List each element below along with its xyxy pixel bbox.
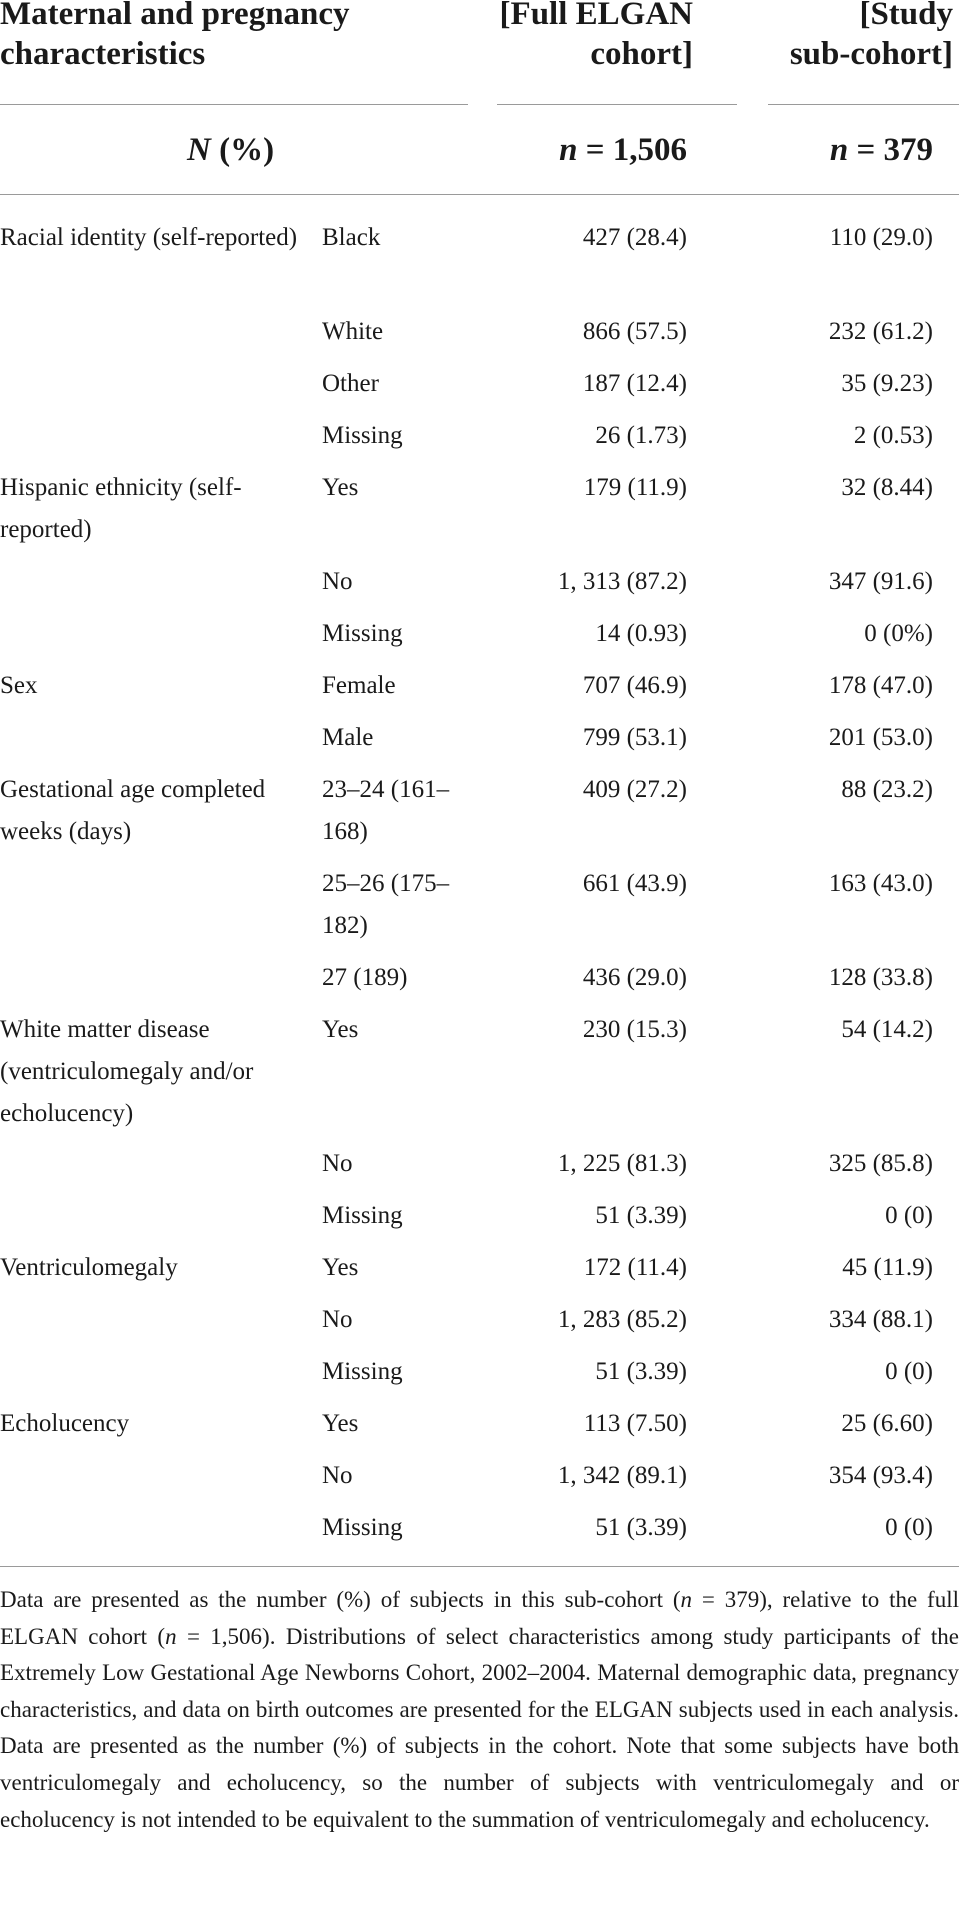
row-subcategory: Yes: [322, 1254, 359, 1281]
row-subcategory: Missing: [322, 1202, 403, 1229]
full-cohort-value: 14 (0.93): [595, 620, 687, 647]
row-category: Ventriculomegaly: [0, 1254, 178, 1281]
subcohort-value: 347 (91.6): [828, 568, 933, 595]
n-symbol: n: [829, 132, 849, 168]
subcohort-value: 110 (29.0): [829, 224, 933, 251]
subcohort-value: 163 (43.0): [828, 870, 933, 897]
row-subcategory: Missing: [322, 1514, 403, 1541]
subcohort-value: 178 (47.0): [828, 672, 933, 699]
header-rule: [0, 104, 468, 105]
row-category: Echolucency: [0, 1410, 130, 1437]
row-category: Sex: [0, 672, 38, 699]
subcohort-value: 35 (9.23): [841, 370, 933, 397]
full-cohort-value: 113 (7.50): [583, 1410, 687, 1437]
full-cohort-value: 1, 342 (89.1): [557, 1462, 687, 1489]
full-cohort-value: 427 (28.4): [582, 224, 687, 251]
header-line: [Study: [859, 0, 953, 32]
subcohort-value: 0 (0%): [864, 620, 933, 647]
subcohort-value: 32 (8.44): [841, 474, 933, 501]
full-cohort-value: 51 (3.39): [595, 1514, 687, 1541]
table-rule: [0, 194, 959, 195]
full-cohort-value: 187 (12.4): [582, 370, 687, 397]
row-subcategory: 25–26 (175–182): [322, 870, 450, 939]
subcohort-value: 325 (85.8): [828, 1150, 933, 1177]
row-category: Racial identity (self-reported): [0, 224, 298, 251]
subcohort-value: 0 (0): [885, 1202, 933, 1229]
full-cohort-value: 707 (46.9): [582, 672, 687, 699]
n-value: = 379: [848, 132, 933, 168]
row-subcategory: White: [322, 318, 384, 345]
row-subcategory: Male: [322, 724, 374, 751]
row-subcategory: Female: [322, 672, 396, 699]
subcohort-value: 0 (0): [885, 1358, 933, 1385]
table-header-characteristics: [0, 0, 470, 74]
row-subcategory: No: [322, 1306, 353, 1333]
row-category: Hispanic ethnicity (self-reported): [0, 474, 242, 543]
full-cohort-value: 436 (29.0): [582, 964, 687, 991]
header-line: characteristics: [0, 36, 206, 72]
subcohort-value: 54 (14.2): [841, 1016, 933, 1043]
header-line: [Full ELGAN: [499, 0, 693, 32]
full-cohort-value: 51 (3.39): [595, 1358, 687, 1385]
subcohort-value: 0 (0): [885, 1514, 933, 1541]
row-subcategory: 23–24 (161–168): [322, 776, 450, 845]
full-cohort-value: 409 (27.2): [582, 776, 687, 803]
header-line: sub-cohort]: [789, 36, 953, 72]
row-subcategory: Missing: [322, 620, 403, 647]
footnote-text: = 1,506). Distributions of select characteristics among study participants of the Extremely Low Gestational Age Newborns Cohort, 2002–2004. Maternal demographic data, pregnancy characteristics, and data on birth outcomes are presented for the ELGAN subjects used in each analysis. Data are presented as the number (%) of subjects in the cohort. Note that some subjects have both ventriculomegaly and echolucency, so the number of subjects with ventriculomegaly and or echolucency is not intended to be equivalent to the summation of ventriculomegaly and echolucency.: [0, 1623, 959, 1832]
full-cohort-value: 1, 283 (85.2): [557, 1306, 687, 1333]
header-line: cohort]: [590, 36, 693, 72]
row-subcategory: Yes: [322, 1016, 359, 1043]
subcohort-value: 334 (88.1): [828, 1306, 933, 1333]
n-symbol: n: [559, 132, 578, 168]
full-cohort-value: 26 (1.73): [595, 422, 687, 449]
footnote-n-symbol: n: [680, 1587, 692, 1612]
footnote-text: = 379), relative to the full ELGAN cohort (: [0, 1587, 959, 1649]
full-cohort-value: 230 (15.3): [582, 1016, 687, 1043]
row-category: White matter disease (ventriculomegaly and/or echolucency): [0, 1016, 254, 1127]
subcohort-value: 88 (23.2): [841, 776, 933, 803]
header-line: Maternal and pregnancy: [0, 0, 350, 32]
row-subcategory: No: [322, 1462, 353, 1489]
row-subcategory: 27 (189): [322, 964, 408, 991]
footer-rule: [0, 1566, 959, 1567]
row-subcategory: Missing: [322, 1358, 403, 1385]
table-header-full-cohort: [433, 0, 693, 74]
n-label-text: (%): [210, 132, 275, 168]
row-subcategory: Yes: [322, 1410, 359, 1437]
row-subcategory: Black: [322, 224, 381, 251]
full-cohort-value: 661 (43.9): [582, 870, 687, 897]
full-cohort-value: 179 (11.9): [583, 474, 687, 501]
row-subcategory: Yes: [322, 474, 359, 501]
row-category: Gestational age completed weeks (days): [0, 776, 266, 845]
subcohort-value: 354 (93.4): [828, 1462, 933, 1489]
full-cohort-value: 866 (57.5): [582, 318, 687, 345]
subcohort-value: 128 (33.8): [828, 964, 933, 991]
table-header-study-subcohort: [733, 0, 953, 74]
footnote-text: Data are presented as the number (%) of subjects in this sub-cohort (: [0, 1587, 681, 1612]
full-cohort-value: 799 (53.1): [582, 724, 687, 751]
subcohort-value: 232 (61.2): [828, 318, 933, 345]
full-cohort-value: 172 (11.4): [583, 1254, 687, 1281]
n-symbol: N: [187, 132, 211, 168]
subcohort-value: 2 (0.53): [853, 422, 933, 449]
subcohort-value: 45 (11.9): [842, 1254, 933, 1281]
footnote-n-symbol: n: [165, 1623, 177, 1649]
full-cohort-value: 1, 225 (81.3): [557, 1150, 687, 1177]
subcohort-value: 201 (53.0): [828, 724, 933, 751]
header-rule: [768, 104, 959, 105]
row-subcategory: Missing: [322, 422, 403, 449]
full-cohort-value: 51 (3.39): [595, 1202, 687, 1229]
row-subcategory: Other: [322, 370, 379, 397]
n-value: = 1,506: [577, 132, 687, 168]
row-subcategory: No: [322, 1150, 353, 1177]
n-label: [187, 130, 274, 170]
subcohort-value: 25 (6.60): [841, 1410, 933, 1437]
n-full-cohort: [559, 130, 687, 170]
table-footnote: [0, 1582, 959, 1838]
n-study-subcohort: [830, 130, 933, 170]
header-rule: [497, 104, 737, 105]
row-subcategory: No: [322, 568, 353, 595]
full-cohort-value: 1, 313 (87.2): [557, 568, 687, 595]
